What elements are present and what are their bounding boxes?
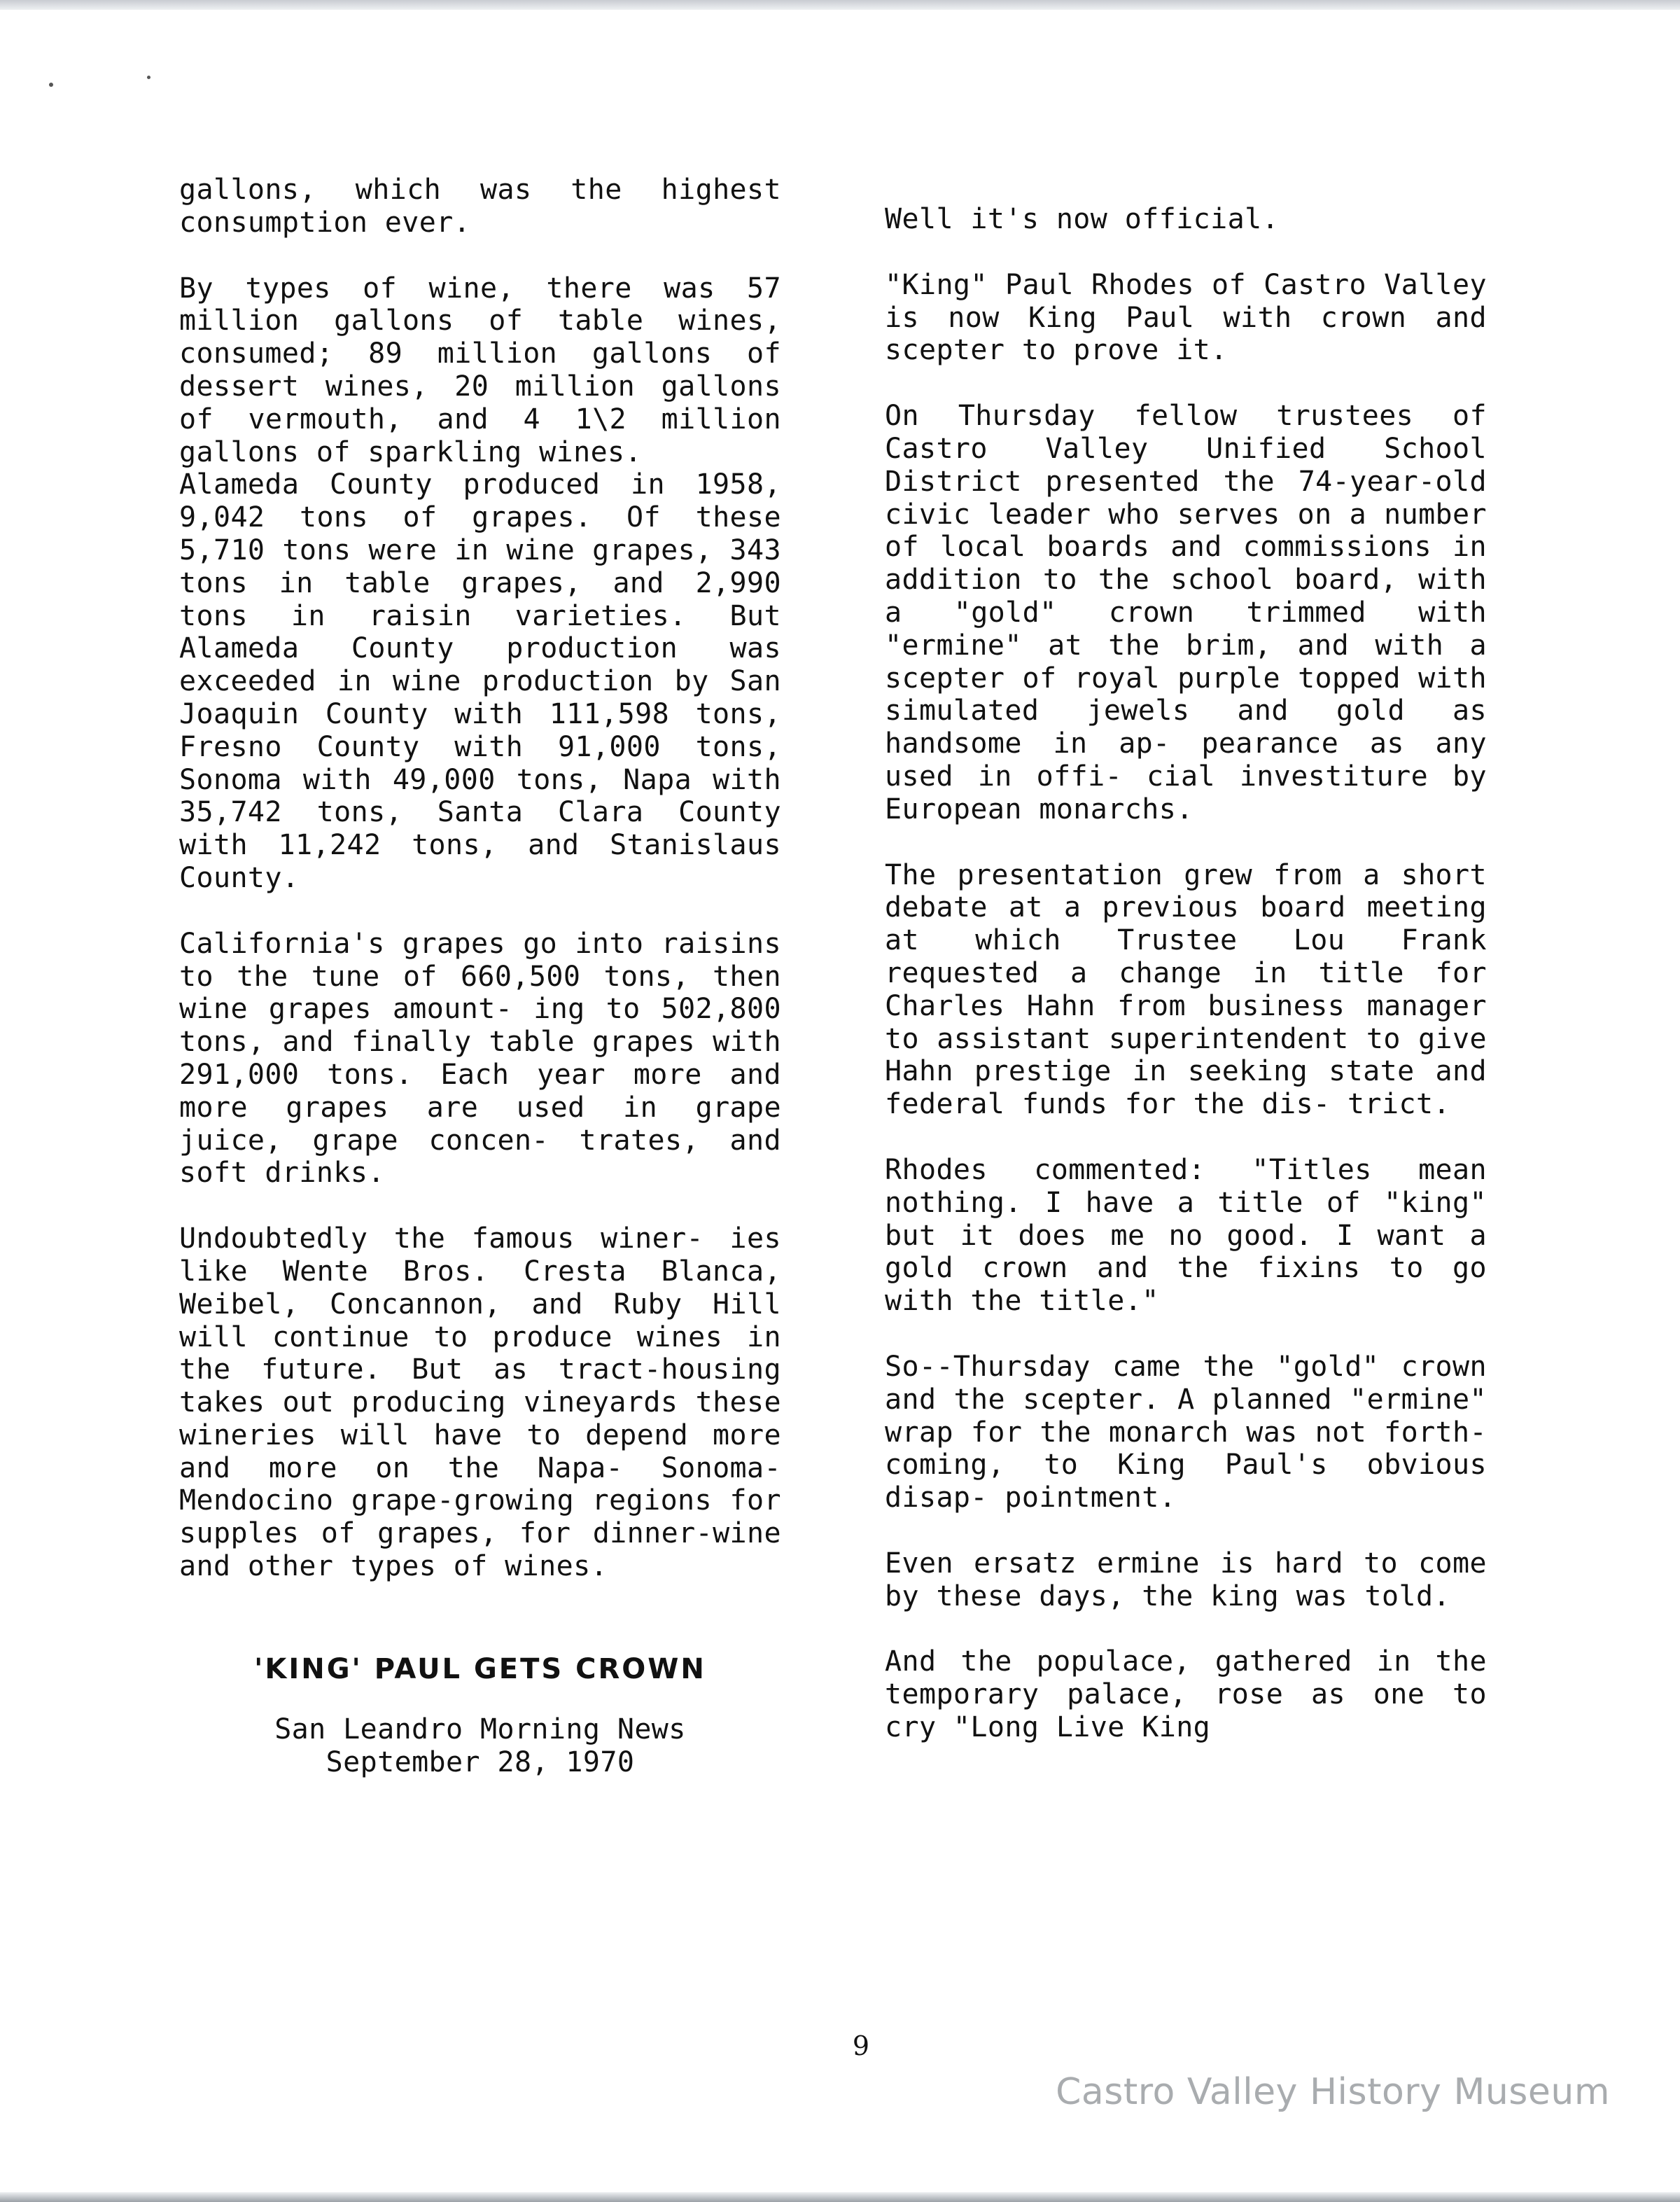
left-paragraph-1: gallons, which was the highest consumption ever. xyxy=(179,174,781,239)
article-source xyxy=(179,1713,781,1779)
right-paragraph-8: And the populace, gathered in the temporary palace, rose as one to cry "Long Live King xyxy=(885,1645,1487,1744)
article-headline: 'KING' PAUL GETS CROWN xyxy=(254,1652,706,1685)
right-paragraph-2: "King" Paul Rhodes of Castro Valley is now King Paul with crown and scepter to prove it. xyxy=(885,268,1487,367)
left-paragraph-4: California's grapes go into raisins to the tune of 660,500 tons, then wine grapes amount- ing to 502,800 tons, and finally table grapes with 291,000 tons. Each year more and more grapes are used in grape juice, grape concen- trates, and soft drinks. xyxy=(179,927,781,1190)
right-paragraph-1: Well it's now official. xyxy=(885,203,1280,235)
page-number: 9 xyxy=(852,2030,870,2061)
left-paragraph-3: Alameda County produced in 1958, 9,042 tons of grapes. Of these 5,710 tons were in wine grapes, 343 tons in table grapes, and 2,990 tons in raisin varieties. But Alameda County production was exceeded in wine production by San Joaquin County with 111,598 tons, Fresno County with 91,000 tons, Sonoma with 49,000 tons, Napa with 35,742 tons, Santa Clara County with 11,242 tons, and Stanislaus County. xyxy=(179,468,781,894)
scan-speck xyxy=(49,83,53,87)
right-paragraph-4: The presentation grew from a short debate at a previous board meeting at which Trustee Lou Frank requested a change in title for Charles Hahn from business manager to assistant superintendent to give Hahn prestige in seeking state and federal funds for the dis- trict. xyxy=(885,858,1487,1121)
right-paragraph-6: So--Thursday came the "gold" crown and the scepter. A planned "ermine" wrap for the monarch was not forth-coming, to King Paul's obvious disap- pointment. xyxy=(885,1350,1487,1514)
museum-watermark: Castro Valley History Museum xyxy=(1056,2071,1610,2113)
left-paragraph-2: By types of wine, there was 57 million gallons of table wines, consumed; 89 million gallons of dessert wines, 20 million gallons of vermouth, and 4 1\2 million gallons of sparkling wines. xyxy=(179,272,781,468)
scan-top-edge xyxy=(0,0,1680,10)
right-column xyxy=(885,174,1487,1744)
right-paragraph-7: Even ersatz ermine is hard to come by these days, the king was told. xyxy=(885,1547,1487,1612)
source-name: San Leandro Morning News xyxy=(274,1713,686,1745)
right-paragraph-3: On Thursday fellow trustees of Castro Valley Unified School District presented the 74-year-old civic leader who serves on a number of local boards and commissions in addition to the school board, with a "gold" crown trimmed with "ermine" at the brim, and with a scepter of royal purple topped with simulated jewels and gold as handsome in ap- pearance as any used in offi- cial investiture by European monarchs. xyxy=(885,400,1487,825)
right-paragraph-5: Rhodes commented: "Titles mean nothing. I have a title of "king" but it does me no good. I want a gold crown and the fixins to go with the title." xyxy=(885,1153,1487,1318)
scan-speck xyxy=(147,76,150,79)
left-column xyxy=(179,174,781,1778)
scan-bottom-edge xyxy=(0,2192,1680,2202)
source-date: September 28, 1970 xyxy=(326,1745,635,1778)
left-paragraph-5: Undoubtedly the famous winer- ies like Wente Bros. Cresta Blanca, Weibel, Concannon, and Ruby Hill will continue to produce wines in the future. But as tract-housing takes out producing vineyards these wineries will have to depend more and more on the Napa- Sonoma-Mendocino grape-growing regions for supples of grapes, for dinner-wine and other types of wines. xyxy=(179,1222,781,1583)
